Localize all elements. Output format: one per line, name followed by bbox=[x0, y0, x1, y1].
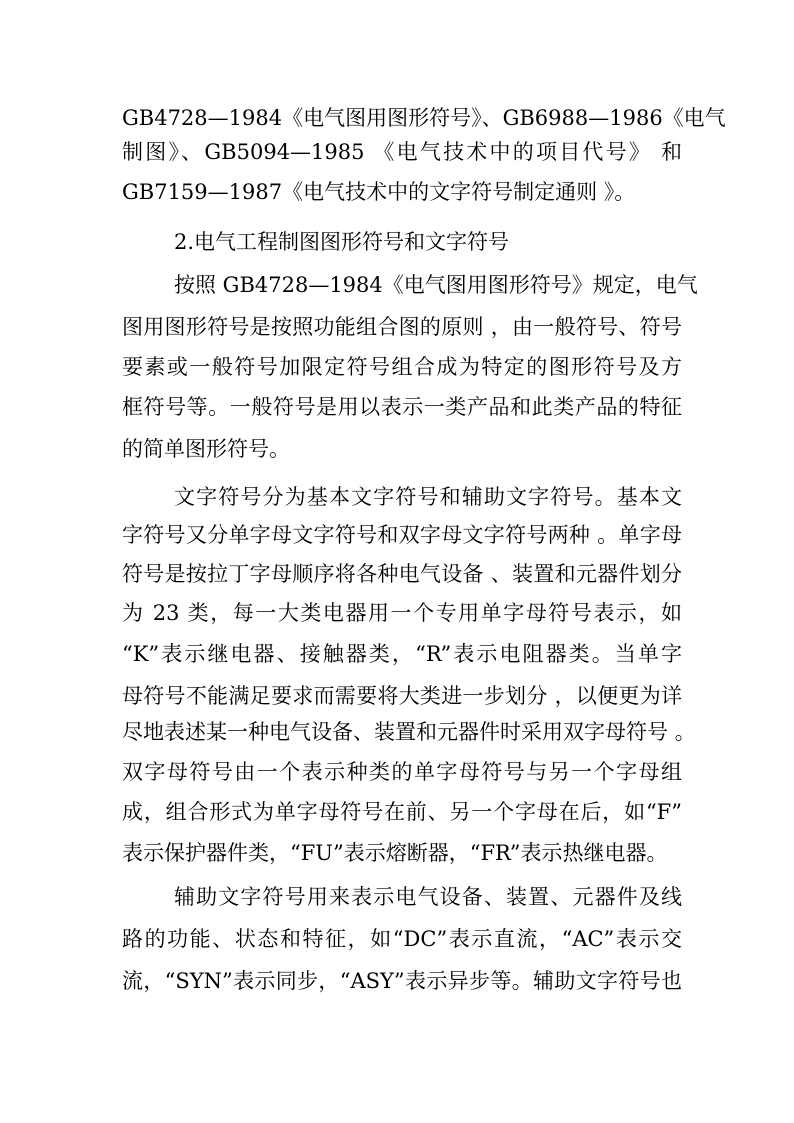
text-line: 的简单图形符号。 bbox=[122, 437, 290, 461]
text-line: 流，“SYN”表示同步，“ASY”表示异步等。辅助文字符号也 bbox=[122, 969, 682, 993]
text-line: 图用图形符号是按照功能组合图的原则 ，由一般符号、符号 bbox=[122, 315, 682, 339]
text-line: 表示保护器件类，“FU”表示熔断器，“FR”表示热继电器。 bbox=[122, 841, 668, 865]
text-line: 为 23 类，每一大类电器用一个专用单字母符号表示，如 bbox=[122, 601, 682, 625]
text-line: 双字母符号由一个表示种类的单字母符号与另一个字母组 bbox=[122, 760, 682, 784]
text-line: 制图》、GB5094—1985 《电气技术中的项目代号》 和 bbox=[122, 140, 682, 164]
text-line: 要素或一般符号加限定符号组合成为特定的图形符号及方 bbox=[122, 355, 682, 379]
text-line: 框符号等。一般符号是用以表示一类产品和此类产品的特征 bbox=[122, 395, 682, 419]
text-line: 字符号又分单字母文字符号和双字母文字符号两种 。单字母 bbox=[122, 523, 682, 547]
text-line: 路的功能、状态和特征，如“DC”表示直流，“AC”表示交 bbox=[122, 927, 682, 951]
text-line: 尽地表述某一种电气设备、装置和元器件时采用双字母符号 。 bbox=[122, 720, 696, 744]
text-line: GB4728—1984《电气图用图形符号》、GB6988—1986《电气 bbox=[122, 106, 726, 130]
section-heading: 2.电气工程制图图形符号和文字符号 bbox=[174, 230, 510, 254]
text-line: 文字符号分为基本文字符号和辅助文字符号。基本文 bbox=[174, 485, 682, 509]
text-line: 按照 GB4728—1984《电气图用图形符号》规定，电气 bbox=[174, 273, 698, 297]
text-line: GB7159—1987《电气技术中的文字符号制定通则 》。 bbox=[122, 180, 636, 204]
text-line: 成，组合形式为单字母符号在前、另一个字母在后，如“F” bbox=[122, 800, 682, 824]
text-line: “K”表示继电器、接触器类，“R”表示电阻器类。当单字 bbox=[122, 642, 682, 666]
text-line: 辅助文字符号用来表示电气设备、装置、元器件及线 bbox=[174, 885, 682, 909]
text-line: 母符号不能满足要求而需要将大类进一步划分 ，以便更为详 bbox=[122, 684, 682, 708]
text-line: 符号是按拉丁字母顺序将各种电气设备 、装置和元器件划分 bbox=[122, 562, 682, 586]
